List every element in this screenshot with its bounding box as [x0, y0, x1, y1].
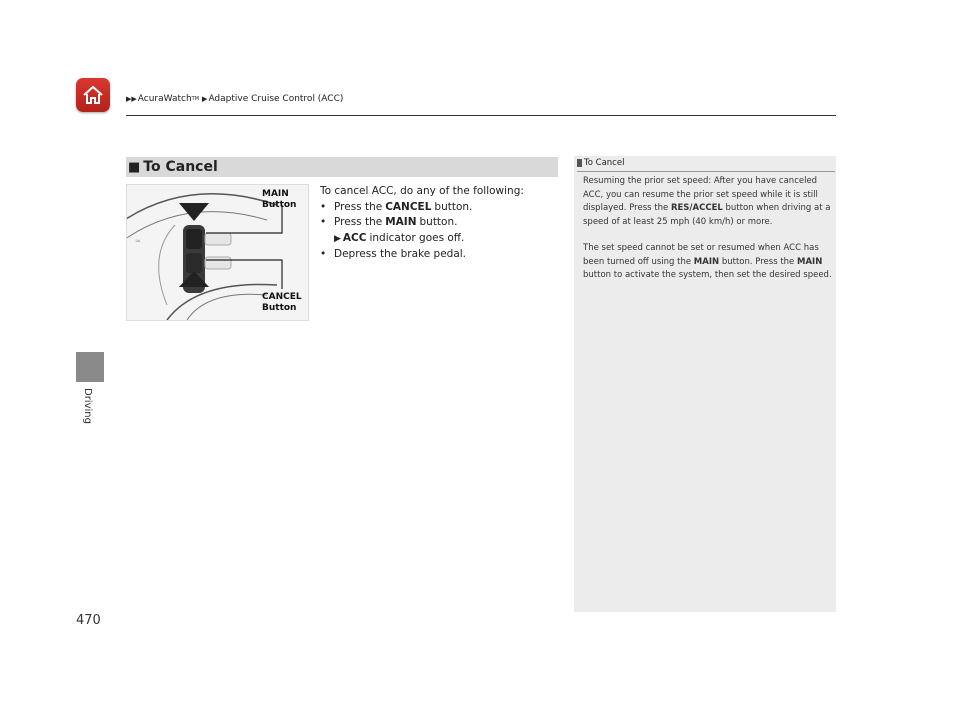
note-text: button when driving at a speed of at least 25 mph (40 km/h) or more.: [583, 203, 831, 227]
note-bold: RES/ACCEL: [670, 203, 723, 213]
main-callout-line2: Button: [262, 200, 297, 210]
breadcrumb-arrow-icon: ▶▶: [126, 95, 137, 103]
breadcrumb-item-acurawatch[interactable]: AcuraWatch: [137, 94, 192, 104]
header-divider: [126, 115, 836, 116]
section-marker-icon: ■: [128, 159, 141, 175]
note-bold: MAIN: [797, 256, 823, 267]
sub-item-bold: ACC: [342, 231, 367, 244]
note-text: Resuming the prior set speed: After you have canceled ACC, you can resume the prior set speed while it is still displayed. Press the: [583, 176, 818, 213]
page-number: 470: [76, 613, 101, 628]
note-text: The set speed cannot be set or resumed when ACC has been turned off using the: [583, 243, 819, 267]
item-bold: CANCEL: [385, 200, 432, 213]
sub-item-text: indicator goes off.: [369, 231, 465, 244]
main-callout-line1: MAIN: [262, 189, 289, 199]
item-text: Press the: [334, 200, 383, 213]
trademark-mark: TM: [191, 96, 200, 102]
list-item: [320, 200, 524, 216]
bullet-icon: •: [320, 200, 327, 213]
chapter-tab[interactable]: [76, 352, 104, 382]
note-body: [583, 175, 833, 296]
breadcrumb: [126, 94, 343, 104]
breadcrumb-item-acc[interactable]: Adaptive Cruise Control (ACC): [208, 94, 344, 104]
section-title: To Cancel: [143, 159, 218, 175]
home-icon: [81, 83, 105, 107]
bullet-icon: •: [320, 248, 327, 260]
note-heading-text: To Cancel: [584, 158, 625, 168]
item-text: Press the: [334, 216, 383, 228]
item-text: button.: [419, 216, 458, 228]
main-button-callout: [262, 189, 296, 211]
note-text: button. Press the: [719, 256, 797, 267]
svg-text:≈: ≈: [135, 237, 141, 245]
instructions: [320, 184, 524, 263]
sub-item: [320, 231, 524, 248]
note-heading: [577, 158, 624, 168]
section-heading: [126, 157, 558, 177]
home-button[interactable]: [76, 78, 110, 112]
chapter-label: Driving: [82, 388, 93, 424]
note-text: button to activate the system, then set the desired speed.: [583, 270, 832, 280]
cancel-button-callout: [262, 292, 302, 314]
note-paragraph: [583, 242, 833, 283]
list-item: [320, 215, 524, 231]
cancel-callout-line2: Button: [262, 303, 297, 313]
note-paragraph: [583, 175, 833, 229]
bullet-icon: •: [320, 216, 327, 228]
note-marker-icon: [577, 159, 582, 167]
note-sidebar: [574, 156, 836, 612]
note-divider: [577, 171, 835, 172]
cancel-callout-line1: CANCEL: [262, 292, 302, 302]
result-arrow-icon: ▶: [334, 233, 341, 244]
steering-wheel-figure: [126, 184, 309, 321]
note-bold: MAIN: [693, 256, 720, 267]
item-bold: MAIN: [385, 216, 417, 228]
item-text: Depress the brake pedal.: [334, 248, 467, 260]
list-item: [320, 247, 524, 263]
intro-text: To cancel ACC, do any of the following:: [320, 185, 524, 197]
item-text: button.: [434, 200, 473, 213]
breadcrumb-arrow-icon: ▶: [202, 95, 208, 103]
